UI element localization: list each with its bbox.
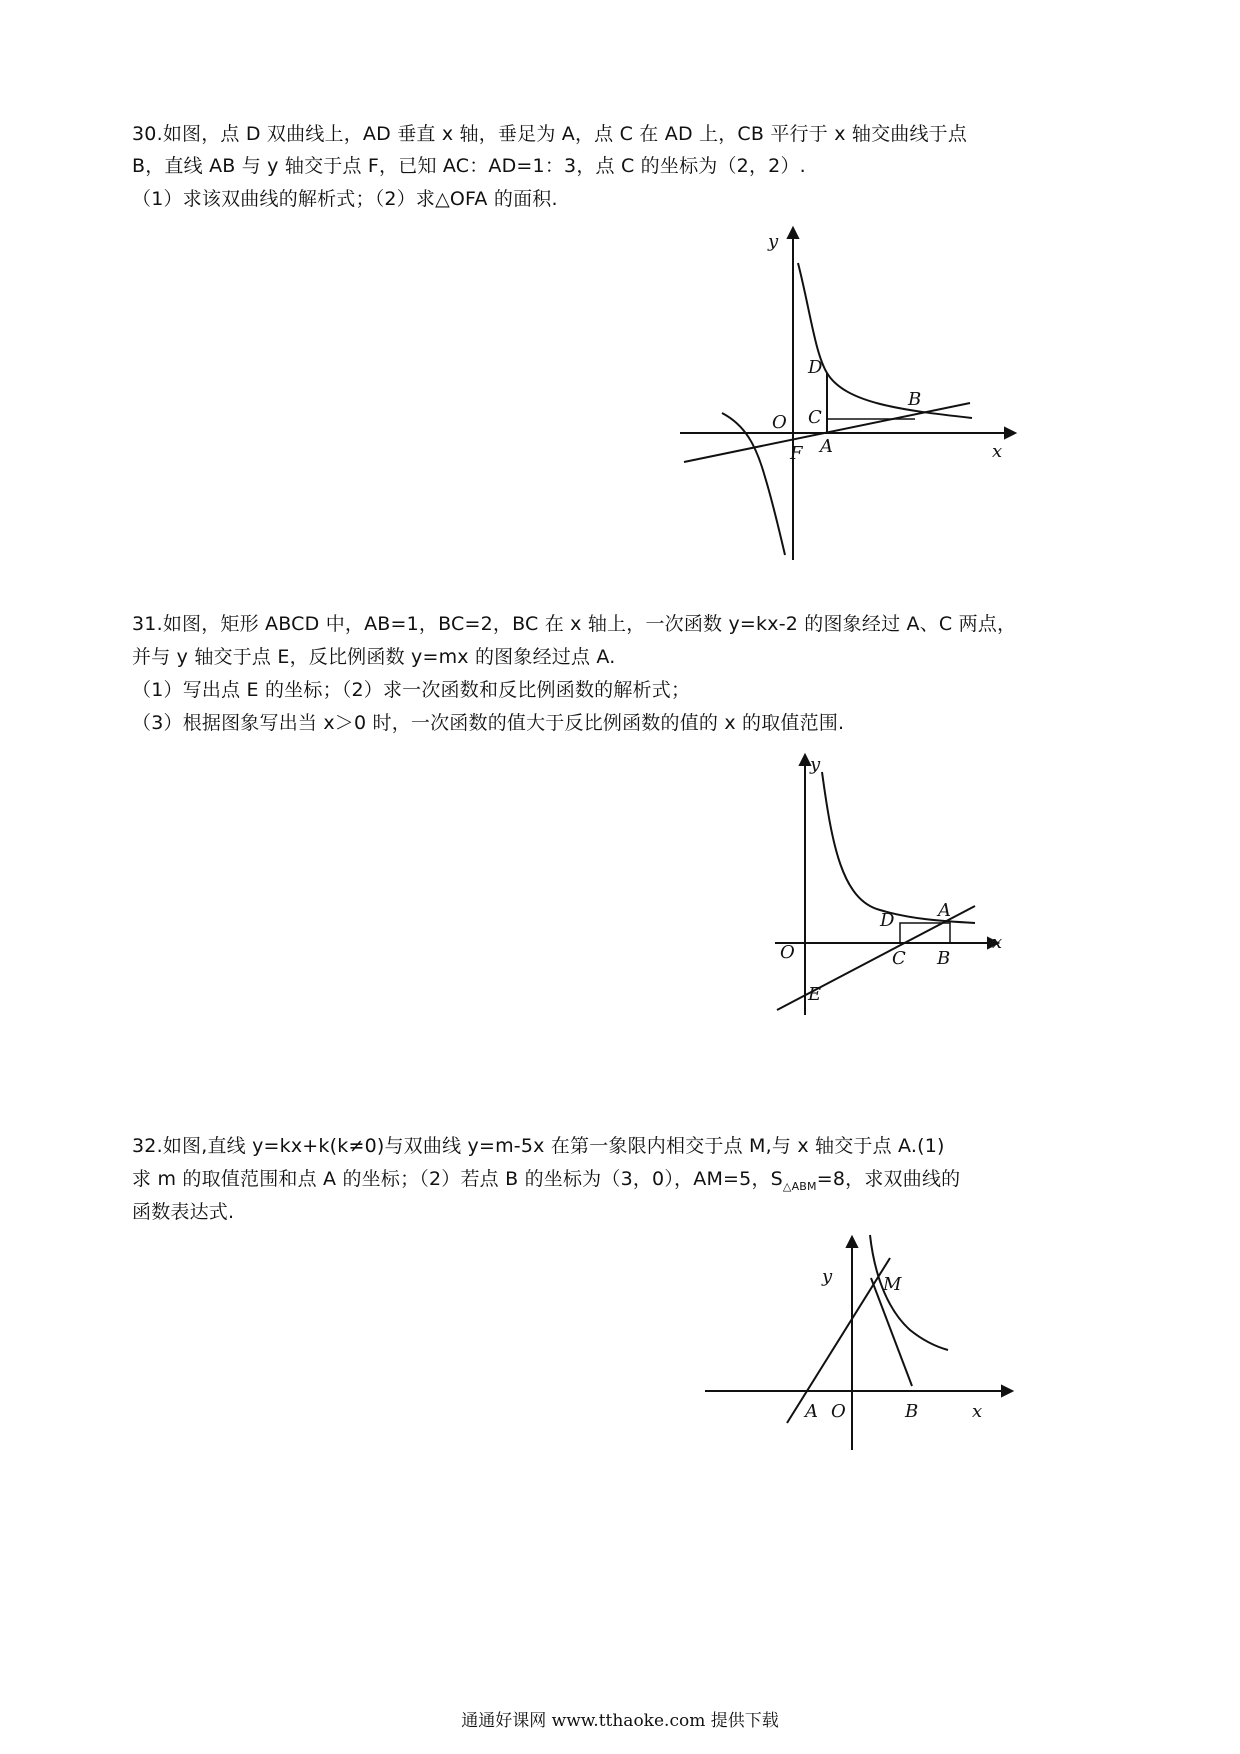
problem-31-line-4: （3）根据图象写出当 x＞0 时，一次函数的值大于反比例函数的值的 x 的取值范围. [132,712,845,734]
problem-32-line-3: 函数表达式. [132,1201,235,1223]
problem-32-line-2-text: 求 m 的取值范围和点 A 的坐标；（2）若点 B 的坐标为（3，0），AM=5，S [132,1168,783,1190]
hyperbola-branch [822,772,975,923]
label-y: y [768,231,779,252]
label-b: B [908,389,922,410]
label-f: F [790,443,803,464]
hyperbola-lower-branch [722,413,785,555]
problem-31-figure [770,750,1020,1020]
label-y: y [822,1266,833,1287]
problem-31-line-1: 31.如图，矩形 ABCD 中，AB=1，BC=2，BC 在 x 轴上，一次函数 y=kx-2 的图象经过 A、C 两点， [132,613,1017,635]
y-axis-arrow [800,755,810,765]
label-x: x [972,1401,983,1422]
label-a: A [938,900,951,921]
label-o: O [831,1401,846,1422]
y-axis-arrow [788,228,798,238]
label-d: D [808,357,823,378]
x-axis-arrow [1005,428,1015,438]
label-o: O [772,412,787,433]
label-e: E [808,984,822,1005]
triangle-abm-subscript: △ABM [782,1179,817,1193]
x-axis-arrow [1002,1386,1012,1396]
problem-32-line-1: 32.如图,直线 y=kx+k(k≠0)与双曲线 y=m-5x 在第一象限内相交于点 M,与 x 轴交于点 A.(1) [132,1135,945,1157]
problem-30-line-2: B，直线 AB 与 y 轴交于点 F，已知 AC：AD=1：3，点 C 的坐标为（2，2）. [132,155,806,177]
problem-32-line-2-tail: =8，求双曲线的 [816,1168,961,1190]
label-d: D [880,910,895,931]
y-axis-arrow [847,1237,857,1247]
hyperbola-branch [870,1235,948,1350]
label-a: A [805,1401,818,1422]
problem-31-line-2: 并与 y 轴交于点 E，反比例函数 y=mx 的图象经过点 A. [132,646,616,668]
label-c: C [808,407,822,428]
label-b: B [905,1401,919,1422]
problem-30-line-1: 30.如图，点 D 双曲线上，AD 垂直 x 轴，垂足为 A，点 C 在 AD 上，CB 平行于 x 轴交曲线于点 [132,123,968,145]
label-y: y [810,754,821,775]
problem-31-line-3: （1）写出点 E 的坐标；（2）求一次函数和反比例函数的解析式； [132,679,691,701]
label-x: x [992,932,1003,953]
label-b: B [937,948,951,969]
problem-32-line-2 [132,1167,960,1199]
label-c: C [892,948,906,969]
label-x: x [992,441,1003,462]
label-o: O [780,942,795,963]
problem-32-figure [700,1230,1030,1460]
page-footer: 通通好课网 www.tthaoke.com 提供下载 [461,1711,779,1731]
line-am [787,1258,890,1423]
problem-30-figure [670,225,1030,565]
label-a: A [820,436,833,457]
label-m: M [883,1274,902,1295]
hyperbola-upper-branch [798,263,972,418]
problem-30-line-3: （1）求该双曲线的解析式；（2）求△OFA 的面积. [132,188,558,210]
